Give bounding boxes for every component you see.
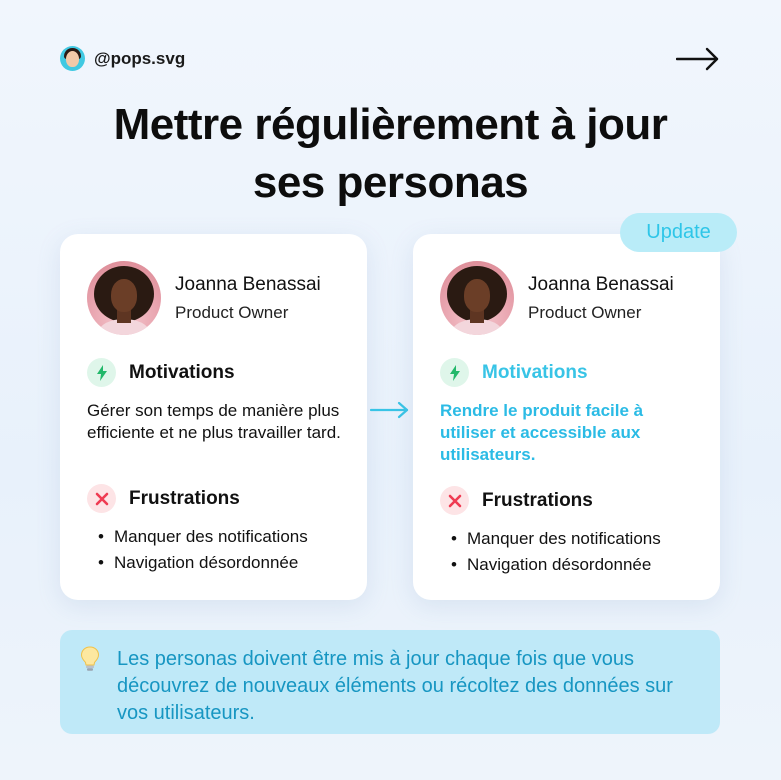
motivations-text: Gérer son temps de manière plus efficiente et ne plus travailler tard. bbox=[87, 401, 341, 442]
arrow-right-icon bbox=[369, 400, 411, 420]
motivations-text: Rendre le produit facile à utiliser et accessible aux utilisateurs. bbox=[440, 401, 644, 464]
author-handle: @pops.svg bbox=[94, 48, 186, 68]
author-header bbox=[60, 46, 185, 71]
frustrations-list bbox=[451, 526, 661, 578]
lightbulb-icon bbox=[80, 646, 100, 672]
motivations-header bbox=[87, 358, 235, 387]
persona-profile bbox=[440, 261, 674, 335]
info-note bbox=[60, 630, 720, 734]
persona-card-before bbox=[60, 234, 367, 600]
update-badge: Update bbox=[620, 213, 737, 252]
frustrations-title: Frustrations bbox=[482, 489, 593, 511]
page-title-line1: Mettre régulièrement à jour bbox=[113, 100, 668, 149]
persona-name: Joanna Benassai bbox=[528, 273, 674, 295]
cross-icon bbox=[440, 486, 469, 515]
page-title bbox=[0, 96, 781, 212]
persona-name: Joanna Benassai bbox=[175, 273, 321, 295]
author-avatar bbox=[60, 46, 85, 71]
persona-photo bbox=[440, 261, 514, 335]
lightning-icon bbox=[440, 358, 469, 387]
note-text: Les personas doivent être mis à jour chaque fois que vous découvrez de nouveaux éléments ou récoltez des données sur vos utilisateurs. bbox=[117, 648, 673, 724]
persona-role: Product Owner bbox=[175, 302, 289, 322]
frustrations-title: Frustrations bbox=[129, 487, 240, 509]
motivations-title: Motivations bbox=[482, 361, 588, 383]
frustrations-list bbox=[98, 524, 308, 576]
arrow-right-icon[interactable] bbox=[676, 44, 720, 74]
persona-photo bbox=[87, 261, 161, 335]
list-item: • Manquer des notifications bbox=[98, 527, 308, 546]
persona-profile bbox=[87, 261, 321, 335]
persona-card-after bbox=[413, 234, 720, 600]
list-item: • Navigation désordonnée bbox=[98, 553, 299, 572]
lightning-icon bbox=[87, 358, 116, 387]
motivations-title: Motivations bbox=[129, 361, 235, 383]
frustrations-header bbox=[440, 486, 593, 515]
persona-role: Product Owner bbox=[528, 302, 642, 322]
cross-icon bbox=[87, 484, 116, 513]
frustrations-header bbox=[87, 484, 240, 513]
page-title-line2: ses personas bbox=[252, 158, 529, 207]
motivations-header bbox=[440, 358, 588, 387]
list-item: • Navigation désordonnée bbox=[451, 555, 652, 574]
list-item: • Manquer des notifications bbox=[451, 529, 661, 548]
